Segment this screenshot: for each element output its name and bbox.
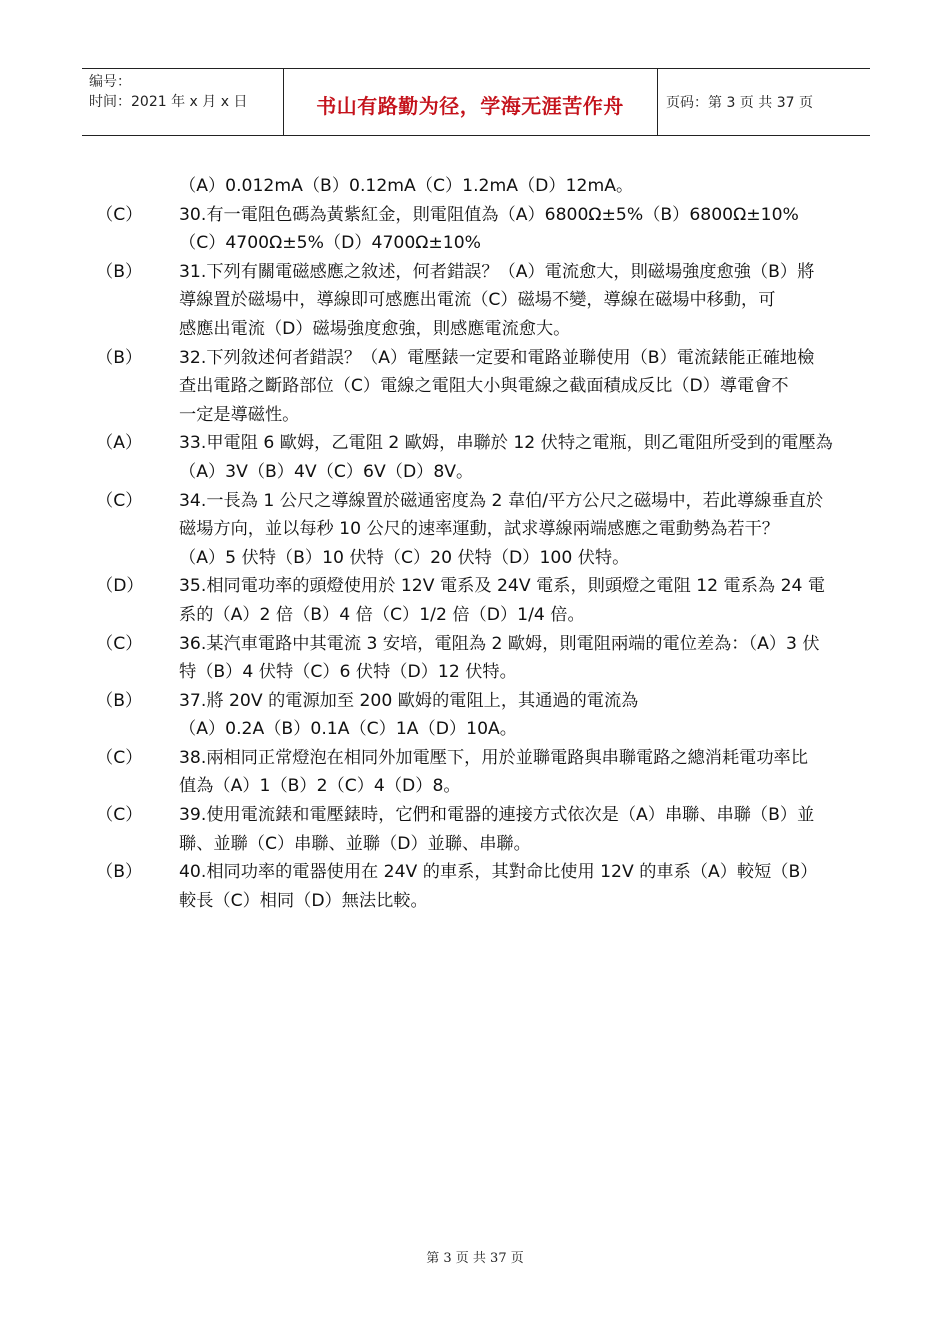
answer-key: （B） [96, 261, 143, 282]
question-text: 34.一長為 1 公尺之導線置於磁通密度為 2 韋伯/平方公尺之磁場中，若此導線垂直於 [179, 490, 824, 511]
question-text: 36.某汽車電路中其電流 3 安培，電阻為 2 歐姆，則電阻兩端的電位差為：（A）3 伏 [179, 633, 820, 654]
header-top-rule [82, 68, 870, 69]
question-item [96, 344, 866, 430]
question-line [96, 830, 866, 859]
answer-key: （C） [96, 805, 143, 826]
question-text: 值為（A）1（B）2（C）4（D）8。 [179, 776, 461, 797]
question-line [96, 372, 866, 401]
question-line [96, 772, 866, 801]
question-text: 35.相同電功率的頭燈使用於 12V 電系及 24V 電系，則頭燈之電阻 12 電系為 24 電 [179, 576, 826, 597]
question-item [96, 687, 866, 744]
answer-key: （B） [96, 347, 143, 368]
question-item [96, 258, 866, 344]
question-text: 32.下列敘述何者錯誤？（A）電壓錶一定要和電路並聯使用（B）電流錶能正確地檢 [179, 347, 815, 368]
header-meta [89, 72, 247, 112]
answer-key: （B） [96, 690, 143, 711]
question-text: 磁場方向，並以每秒 10 公尺的速率運動，試求導線兩端感應之電動勢為若干？ [179, 519, 779, 540]
question-line [96, 172, 866, 201]
answer-key: （B） [96, 862, 143, 883]
question-text: 較長（C）相同（D）無法比較。 [179, 890, 428, 911]
question-text: 39.使用電流錶和電壓錶時，它們和電器的連接方式依次是（A）串聯、串聯（B）並 [179, 805, 815, 826]
question-item [96, 801, 866, 858]
question-text: 聯、並聯（C）串聯、並聯（D）並聯、串聯。 [179, 833, 531, 854]
question-line [96, 201, 866, 230]
answer-key: （C） [96, 633, 143, 654]
question-item [96, 744, 866, 801]
question-line [96, 344, 866, 373]
answer-key: （A） [96, 433, 143, 454]
answer-key: （C） [96, 747, 143, 768]
question-text: 導線置於磁場中，導線即可感應出電流（C）磁場不變，導線在磁場中移動，可 [179, 290, 776, 311]
question-item [96, 487, 866, 573]
question-text: 33.甲電阻 6 歐姆，乙電阻 2 歐姆，串聯於 12 伏特之電瓶，則乙電阻所受到的電壓為 [179, 433, 833, 454]
question-line [96, 515, 866, 544]
question-line [96, 315, 866, 344]
header-divider-right [657, 68, 658, 136]
question-text: （A）0.012mA（B）0.12mA（C）1.2mA（D）12mA。 [179, 176, 634, 196]
header-motto: 书山有路勤为径，学海无涯苦作舟 [316, 94, 624, 118]
question-line [96, 401, 866, 430]
question-line [96, 286, 866, 315]
question-item [96, 429, 866, 486]
question-line [96, 229, 866, 258]
question-line [96, 601, 866, 630]
page-footer: 第 3 页 共 37 页 [426, 1251, 524, 1266]
question-text: 一定是導磁性。 [179, 404, 300, 425]
question-line [96, 687, 866, 716]
question-text: 查出電路之斷路部位（C）電線之電阻大小與電線之截面積成反比（D）導電會不 [179, 376, 789, 397]
question-line [96, 544, 866, 573]
question-line [96, 887, 866, 916]
question-item [96, 172, 866, 201]
number-label: 编号： [89, 74, 131, 90]
question-text: 37.將 20V 的電源加至 200 歐姆的電阻上，其通過的電流為 [179, 690, 639, 711]
question-text: （A）0.2A（B）0.1A（C）1A（D）10A。 [179, 719, 517, 740]
answer-key: （D） [96, 576, 144, 597]
question-line [96, 630, 866, 659]
question-text: （A）3V（B）4V（C）6V（D）8V。 [179, 461, 474, 482]
question-line [96, 715, 866, 744]
question-text: 感應出電流（D）磁場強度愈強，則感應電流愈大。 [179, 318, 571, 339]
question-line [96, 801, 866, 830]
question-item [96, 858, 866, 915]
answer-key: （C） [96, 490, 143, 511]
question-text: 31.下列有關電磁感應之敘述，何者錯誤？（A）電流愈大，則磁場強度愈強（B）將 [179, 261, 815, 282]
question-text: 40.相同功率的電器使用在 24V 的車系，其對命比使用 12V 的車系（A）較短（B） [179, 862, 818, 883]
question-line [96, 858, 866, 887]
header-page-label: 页码：第 3 页 共 37 页 [666, 95, 813, 111]
question-text: 38.兩相同正常燈泡在相同外加電壓下，用於並聯電路與串聯電路之總消耗電功率比 [179, 747, 808, 768]
question-text: 30.有一電阻色碼為黃紫紅金，則電阻值為（A）6800Ω±5%（B）6800Ω±10% [179, 204, 799, 225]
question-item [96, 201, 866, 258]
header-bottom-rule [82, 135, 870, 136]
date-label: 时间：2021 年 x 月 x 日 [89, 94, 248, 110]
question-line [96, 258, 866, 287]
question-line [96, 572, 866, 601]
question-list [96, 172, 866, 915]
answer-key: （C） [96, 204, 143, 225]
question-line [96, 458, 866, 487]
question-line [96, 487, 866, 516]
question-line [96, 658, 866, 687]
question-text: （C）4700Ω±5%（D）4700Ω±10% [179, 233, 482, 254]
question-text: 特（B）4 伏特（C）6 伏特（D）12 伏特。 [179, 662, 517, 683]
question-text: 系的（A）2 倍（B）4 倍（C）1/2 倍（D）1/4 倍。 [179, 604, 585, 625]
question-item [96, 572, 866, 629]
question-item [96, 630, 866, 687]
question-text: （A）5 伏特（B）10 伏特（C）20 伏特（D）100 伏特。 [179, 547, 630, 568]
question-line [96, 744, 866, 773]
question-line [96, 429, 866, 458]
